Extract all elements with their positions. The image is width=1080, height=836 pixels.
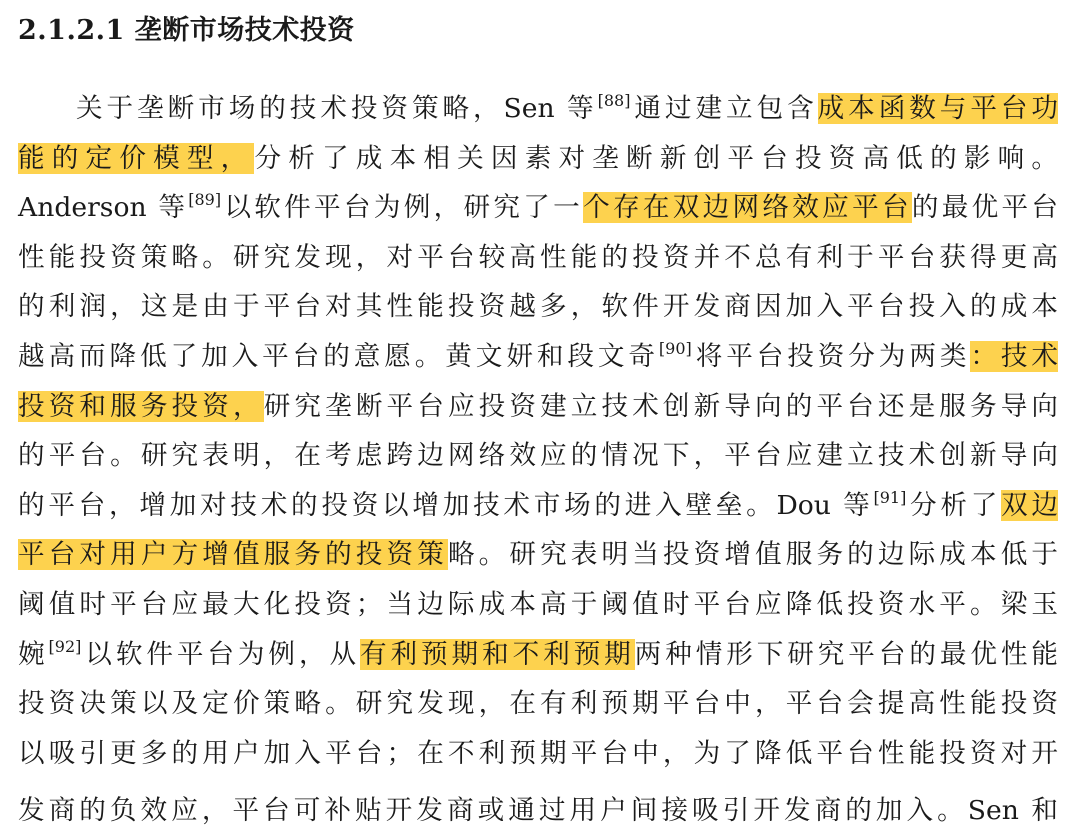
text-segment: 的平台。研究表明，在考虑跨边网络效应的情况下，平台应建立技术创新导向 bbox=[18, 440, 1058, 472]
citation-ref: [90] bbox=[658, 338, 692, 358]
text-segment: 婉 bbox=[18, 638, 49, 670]
citation-ref: [91] bbox=[873, 487, 907, 507]
text-line bbox=[18, 84, 1058, 134]
highlighted-text: ：技术 bbox=[970, 340, 1059, 372]
text-segment: 研究垄断平台应投资建立技术创新导向的平台还是服务导向 bbox=[263, 390, 1059, 422]
text-line bbox=[18, 530, 1058, 580]
text-segment: 以软件平台为例，从 bbox=[81, 638, 360, 670]
highlighted-text: 成本函数与平台功 bbox=[817, 93, 1058, 124]
highlighted-text: 双边 bbox=[1001, 489, 1059, 521]
highlighted-text: 投资和服务投资， bbox=[18, 390, 264, 422]
text-segment: 以吸引更多的用户加入平台；在不利预期平台中，为了降低平台性能投资对开 bbox=[18, 737, 1058, 769]
text-line bbox=[18, 431, 1058, 481]
text-line bbox=[18, 729, 1058, 779]
highlighted-text: 平台对用户方增值服务的投资策 bbox=[18, 539, 448, 571]
body-paragraph bbox=[18, 84, 1058, 828]
text-segment: 两种情形下研究平台的最优性能 bbox=[634, 638, 1059, 670]
text-line bbox=[18, 134, 1058, 184]
text-segment: 性能投资策略。研究发现，对平台较高性能的投资并不总有利于平台获得更高 bbox=[18, 241, 1058, 273]
text-segment: 的利润，这是由于平台对其性能投资越多，软件开发商因加入平台投入的成本 bbox=[18, 291, 1058, 323]
section-heading: 2.1.2.1 垄断市场技术投资 bbox=[18, 15, 355, 46]
text-segment: 的平台，增加对技术的投资以增加技术市场的进入壁垒。Dou 等 bbox=[18, 489, 874, 521]
highlighted-text: 能的定价模型， bbox=[18, 142, 255, 174]
text-segment: 阈值时平台应最大化投资；当边际成本高于阈值时平台应降低投资水平。梁玉 bbox=[18, 588, 1058, 620]
text-segment: 将平台投资分为两类 bbox=[691, 340, 971, 372]
text-segment: 投资决策以及定价策略。研究发现，在有利预期平台中，平台会提高性能投资 bbox=[18, 688, 1058, 720]
text-line bbox=[18, 233, 1058, 283]
text-line bbox=[18, 679, 1058, 729]
citation-ref: [92] bbox=[48, 636, 82, 656]
text-segment: 分析了 bbox=[906, 489, 1002, 521]
highlighted-text: 有利预期和不利预期 bbox=[359, 638, 635, 670]
text-segment: 的最优平台 bbox=[911, 192, 1059, 224]
text-segment: Anderson 等 bbox=[18, 192, 189, 224]
citation-ref: [88] bbox=[597, 91, 631, 110]
text-line bbox=[18, 580, 1058, 630]
text-segment: 关于垄断市场的技术投资策略，Sen 等 bbox=[76, 93, 598, 124]
text-line bbox=[18, 382, 1058, 432]
text-segment: 通过建立包含 bbox=[630, 93, 818, 124]
text-line bbox=[18, 183, 1058, 233]
text-line bbox=[18, 630, 1058, 680]
text-segment: 略。研究表明当投资增值服务的边际成本低于 bbox=[447, 539, 1059, 571]
text-line bbox=[18, 282, 1058, 332]
text-line bbox=[18, 332, 1058, 382]
highlighted-text: 个存在双边网络效应平台 bbox=[583, 192, 912, 224]
text-segment: 发商的负效应，平台可补贴开发商或通过用户间接吸引开发商的加入。Sen 和 bbox=[18, 795, 1058, 827]
text-line bbox=[18, 481, 1058, 531]
text-segment: 以软件平台为例，研究了一 bbox=[221, 192, 584, 224]
text-segment: 分析了成本相关因素对垄断新创平台投资高低的影响。 bbox=[254, 142, 1059, 174]
text-segment: 越高而降低了加入平台的意愿。黄文妍和段文奇 bbox=[18, 340, 659, 372]
text-line bbox=[18, 786, 1058, 836]
citation-ref: [89] bbox=[188, 190, 222, 210]
